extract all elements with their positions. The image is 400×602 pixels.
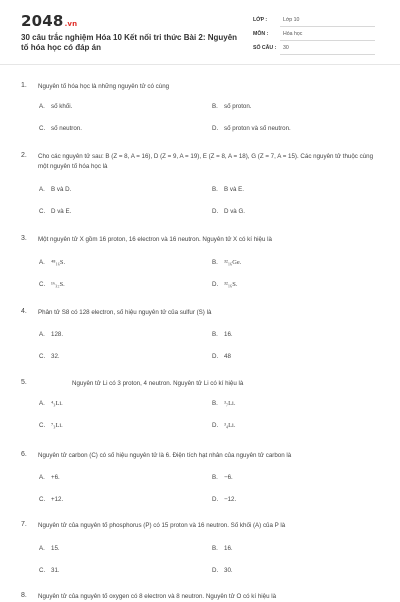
- option-a[interactable]: A. 15.: [39, 545, 60, 552]
- page-title: 30 câu trắc nghiệm Hóa 10 Kết nối tri thức Bài 2: Nguyên tố hóa học có đáp án: [21, 33, 238, 52]
- meta-grade: [250, 15, 375, 27]
- question-number: 4.: [21, 308, 27, 315]
- option-a[interactable]: A. 128.: [39, 331, 64, 338]
- meta-label: SỐ CÂU :: [253, 45, 277, 51]
- option-b[interactable]: B. số proton.: [212, 103, 252, 110]
- option-d[interactable]: D. 30.: [212, 567, 233, 574]
- question-text: Cho các nguyên tử sau: B (Z = 8, A = 16), D (Z = 9, A = 19), E (Z = 8, A = 18), G (Z = 7, A = 15). Các nguyên tử thuộc cùng một nguyên tố hóa học là: [38, 153, 374, 170]
- isotope-symbol: ⁷₃Li.: [51, 422, 63, 429]
- option-a[interactable]: A. +6.: [39, 474, 60, 481]
- option-b[interactable]: B. −6.: [212, 474, 233, 481]
- meta-value: Lớp 10: [283, 17, 300, 23]
- option-d[interactable]: D. D và G.: [212, 208, 245, 215]
- question-number: 5.: [21, 379, 27, 386]
- meta-divider: [280, 40, 375, 41]
- option-d[interactable]: D. ³²₁₆S.: [212, 281, 238, 288]
- option-d[interactable]: D. số proton và số neutron.: [212, 125, 291, 132]
- option-d[interactable]: D. ³₄Li.: [212, 422, 236, 429]
- logo-suffix: .vn: [64, 20, 78, 28]
- option-c[interactable]: C. +12.: [39, 496, 64, 503]
- meta-subject: [250, 29, 375, 41]
- meta-divider: [280, 26, 375, 27]
- option-b[interactable]: B. ³²₁₆Ge.: [212, 259, 242, 266]
- option-b[interactable]: B. B và E.: [212, 186, 244, 193]
- question-number: 1.: [21, 82, 27, 89]
- meta-label: MÔN :: [253, 31, 269, 37]
- option-c[interactable]: C. 31.: [39, 567, 60, 574]
- question-number: 3.: [21, 235, 27, 242]
- option-c[interactable]: C. ⁷₃Li.: [39, 422, 63, 429]
- option-c[interactable]: C. số neutron.: [39, 125, 82, 132]
- option-a[interactable]: A. số khối.: [39, 103, 73, 110]
- question-number: 7.: [21, 521, 27, 528]
- isotope-symbol: ³²₁₆Ge.: [224, 259, 242, 266]
- page-header: [0, 0, 400, 64]
- question-text: Phân tử S8 có 128 electron, số hiệu nguyên tử của sulfur (S) là: [38, 309, 212, 316]
- option-c[interactable]: C. 32.: [39, 353, 60, 360]
- meta-label: LỚP :: [253, 17, 268, 23]
- meta-count: [250, 43, 375, 55]
- isotope-symbol: ⁴⁸₁₆S.: [51, 259, 66, 266]
- option-a[interactable]: A. B và D.: [39, 186, 72, 193]
- option-a[interactable]: A. ⁴₃Li.: [39, 400, 63, 407]
- question-text: Một nguyên tử X gồm 16 proton, 16 electron và 16 neutron. Nguyên tử X có kí hiệu là: [38, 236, 272, 243]
- meta-value: Hóa học: [283, 31, 303, 37]
- isotope-symbol: ³₄Li.: [224, 422, 236, 429]
- question-text: Nguyên tử Li có 3 proton, 4 neutron. Nguyên tử Li có kí hiệu là: [72, 380, 244, 387]
- question-number: 8.: [21, 592, 27, 599]
- option-b[interactable]: B. 16.: [212, 545, 233, 552]
- isotope-symbol: ¹⁶₃₂S.: [51, 281, 65, 288]
- option-c[interactable]: C. ¹⁶₃₂S.: [39, 281, 65, 288]
- question-text: Nguyên tử của nguyên tố phosphorus (P) có 15 proton và 16 neutron. Số khối (A) của P là: [38, 522, 286, 529]
- option-d[interactable]: D. 48: [212, 353, 231, 360]
- isotope-symbol: ⁴₃Li.: [51, 400, 63, 407]
- header-divider: [0, 64, 400, 65]
- option-a[interactable]: A. ⁴⁸₁₆S.: [39, 259, 66, 266]
- question-text: Nguyên tố hóa học là những nguyên tử có cùng: [38, 83, 170, 90]
- logo-brand: 2048: [21, 12, 64, 30]
- question-text: Nguyên tử của nguyên tố oxygen có 8 electron và 8 neutron. Nguyên tử O có kí hiệu là: [38, 593, 277, 600]
- option-c[interactable]: C. D và E.: [39, 208, 72, 215]
- question-text: Nguyên tử carbon (C) có số hiệu nguyên tử là 6. Điện tích hạt nhân của nguyên tử carbon là: [38, 452, 292, 459]
- option-b[interactable]: B. ³₇Li.: [212, 400, 236, 407]
- meta-value: 30: [283, 45, 289, 51]
- meta-divider: [280, 54, 375, 55]
- question-number: 6.: [21, 451, 27, 458]
- site-logo[interactable]: [21, 12, 77, 30]
- question-number: 2.: [21, 152, 27, 159]
- option-b[interactable]: B. 16.: [212, 331, 233, 338]
- option-d[interactable]: D. −12.: [212, 496, 237, 503]
- isotope-symbol: ³²₁₆S.: [224, 281, 238, 288]
- isotope-symbol: ³₇Li.: [224, 400, 236, 407]
